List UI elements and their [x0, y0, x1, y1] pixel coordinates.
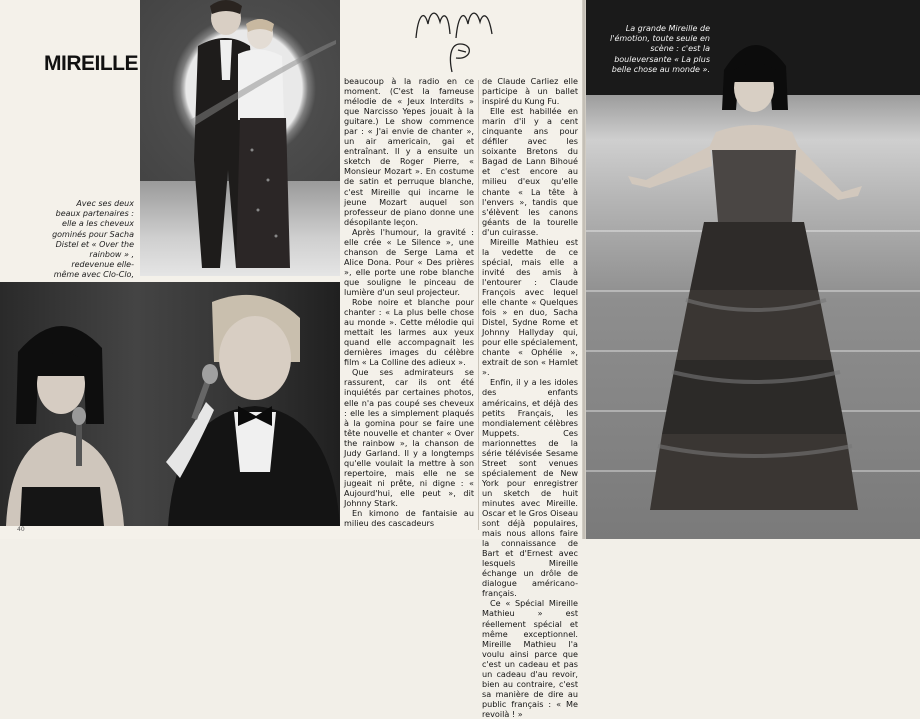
- photo-couple-on-stage: [140, 0, 340, 276]
- paragraph: En kimono de fantaisie au milieu des cascadeurs: [344, 508, 474, 529]
- caption-right: La grande Mireille de l'émotion, toute seule en scène : c'est la bouleversante « La plus belle chose au monde ».: [610, 24, 710, 74]
- paragraph: Mireille Mathieu est la vedette de ce spécial, mais elle a invité des amis à l'entourer : Claude François avec lequel elle chante « Quelques fois » en duo, Sacha Distel, Sydne Rome et Johnny Hallyday qui, pour elle spécialement, chante « Ophélie », extrait de son « Hamlet ».: [482, 236, 578, 378]
- mm-monogram-logo: [412, 4, 504, 74]
- paragraph: beaucoup à la radio en ce moment. (C'est la fameuse mélodie de « Jeux Interdits » que Narcisso Yepes jouait à la guitare.) Le show commence par : « J'ai envie de chanter », un air americain, gai et entraînant. Il y a ensuite un sketch de Roger Pierre, « Monsieur Mozart ». En costume de satin et perruque blanche, c'est Mireille qui incarne le jeune Mozart auquel son professeur de piano donne une désopilante leçon.: [344, 76, 474, 227]
- page-number: 40: [17, 526, 25, 533]
- paragraph: Ce « Spécial Mireille Mathieu » est réellement spécial et même exceptionnel. Mireille Mathieu l'a voulu ainsi parce que c'est un cadeau et pas un cadeau d'au revoir, bien au contraire, c'est sa manière de dire au public français : « Me revoilà ! »: [482, 598, 578, 719]
- paragraph: Elle est habillée en marin d'il y a cent cinquante ans pour défiler avec les soixante Bretons du Bagad de Lann Bihoué et c'est encore au milieu d'eux qu'elle chante « La tête à l'envers », tandis que s'élèvent les canons géants de la tourelle d'un cuirasse.: [482, 106, 578, 237]
- paragraph: de Claude Carliez elle participe à un ballet inspiré du Kung Fu.: [482, 76, 578, 107]
- paragraph: Après l'humour, la gravité : elle crée « Le Silence », une chanson de Serge Lama et Alice Dona. Pour « Des prières », elle porte une robe blanche que souligne le pinceau de lumière d'un seul projecteur.: [344, 226, 474, 297]
- column-divider: [478, 80, 479, 530]
- page-title: MIREILLE: [44, 52, 138, 75]
- article-column-1: [344, 76, 474, 528]
- paragraph: Enfin, il y a les idoles des enfants américains, et déjà des petits Français, les mondialement célèbres Muppets. Ces marionnettes de la série télévisée Sesame Street sont venues spécialement de New York pour enregistrer un sketch de huit minutes avec Mireille. Oscar et le Gros Oiseau sont déjà populaires, mais nous allons faire la connaissance de Bart et d'Ernest avec lesquels Mireille échange un drôle de dialogue américano-français.: [482, 377, 578, 599]
- article-column-2: [482, 76, 578, 719]
- photo-singer-on-stage: [586, 0, 920, 539]
- singer-silhouette: [586, 0, 920, 539]
- duet-silhouettes: [0, 282, 340, 526]
- paragraph: Robe noire et blanche pour chanter : « La plus belle chose au monde ». Cette mélodie qui mettait les larmes aux yeux quand elle accompagnait les dernières images du célèbre film « La Colline des adieux ».: [344, 297, 474, 368]
- paragraph: Que ses admirateurs se rassurent, car ils ont été inquiétés par certaines photos, elle n'a pas coupé ses cheveux : elle les a simplement plaqués à la gomina pour se faire une tête nouvelle et chanter « Over the rainbow », la chanson de Judy Garland. Il y a longtemps qu'elle voulait la mettre à son repertoire, mais elle ne se jugeait ni prête, ni digne : « Aujourd'hui, elle peut », dit Johnny Stark.: [344, 367, 474, 508]
- photo-duet-singers: [0, 282, 340, 526]
- caption-left: Avec ses deux beaux partenaires : elle a les cheveux gominés pour Sacha Distel et « Over the rainbow » , redevenue elle-même avec Clo-Clo,: [52, 199, 134, 280]
- couple-silhouettes: [140, 0, 340, 276]
